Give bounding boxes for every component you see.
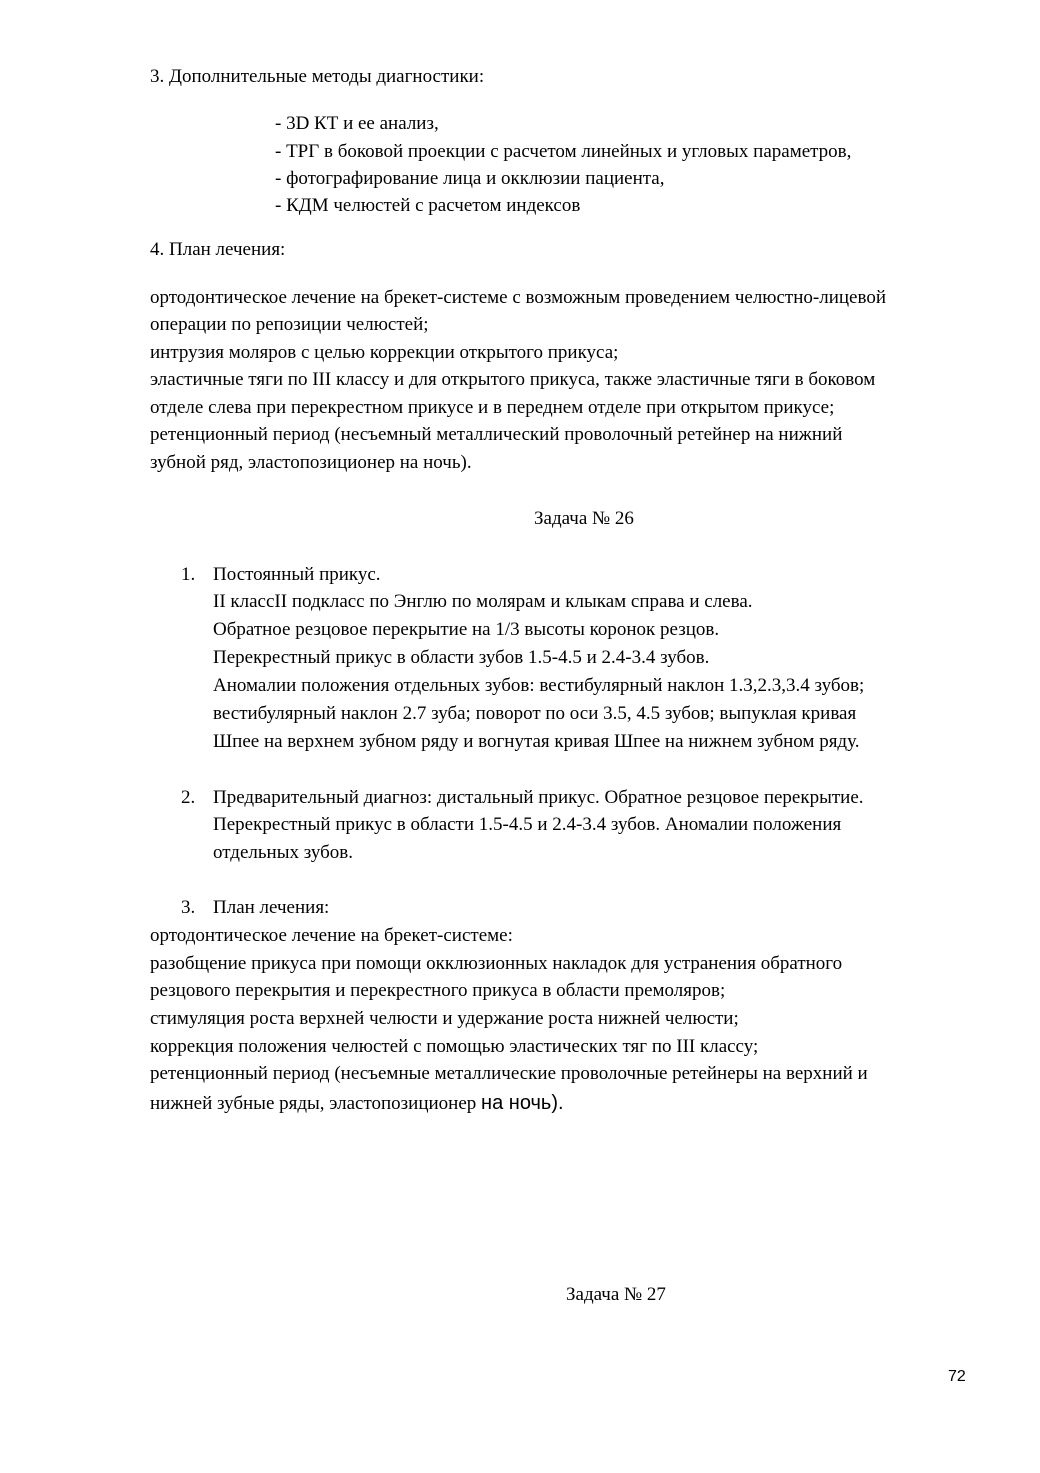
paragraph-line: резцового перекрытия и перекрестного прикуса в области премоляров; — [150, 980, 726, 1001]
page-number: 72 — [948, 1368, 966, 1385]
section-heading: 3. Дополнительные методы диагностики: — [150, 66, 485, 87]
list-number: 2. — [181, 787, 196, 808]
list-item-line: Предварительный диагноз: дистальный прикус. Обратное резцовое перекрытие. — [213, 787, 864, 808]
paragraph-line: ортодонтическое лечение на брекет-системе: — [150, 925, 513, 946]
list-item: - фотографирование лица и окклюзии пациента, — [275, 168, 665, 189]
paragraph-line: ортодонтическое лечение на брекет-системе с возможным проведением челюстно-лицевой — [150, 287, 886, 308]
list-number: 1. — [181, 564, 196, 585]
list-item: - КДМ челюстей с расчетом индексов — [275, 195, 581, 216]
list-item: - 3D КТ и ее анализ, — [275, 113, 439, 134]
paragraph-line: коррекция положения челюстей с помощью эластических тяг по III классу; — [150, 1036, 759, 1057]
list-item-line: Постоянный прикус. — [213, 564, 381, 585]
list-item: - ТРГ в боковой проекции с расчетом линейных и угловых параметров, — [275, 141, 852, 162]
paragraph-line: ретенционный период (несъемный металлический проволочный ретейнер на нижний — [150, 424, 843, 445]
task-title: Задача № 27 — [566, 1284, 666, 1305]
paragraph-line: зубной ряд, эластопозиционер на ночь). — [150, 452, 472, 473]
list-item-line: План лечения: — [213, 897, 330, 918]
paragraph-line: операции по репозиции челюстей; — [150, 314, 429, 335]
paragraph-line: ретенционный период (несъемные металлические проволочные ретейнеры на верхний и — [150, 1063, 868, 1084]
section-heading: 4. План лечения: — [150, 239, 286, 260]
list-item-line: отдельных зубов. — [213, 842, 353, 863]
paragraph-line: эластичные тяги по III классу и для открытого прикуса, также эластичные тяги в боковом — [150, 369, 876, 390]
list-item-line: вестибулярный наклон 2.7 зуба; поворот по оси 3.5, 4.5 зубов; выпуклая кривая — [213, 703, 857, 724]
paragraph-line-start: нижней зубные ряды, эластопозиционер — [150, 1093, 482, 1114]
paragraph-line: стимуляция роста верхней челюсти и удержание роста нижней челюсти; — [150, 1008, 739, 1029]
list-item-line: Перекрестный прикус в области зубов 1.5-4.5 и 2.4-3.4 зубов. — [213, 647, 710, 668]
paragraph-line: интрузия моляров с целью коррекции открытого прикуса; — [150, 342, 619, 363]
task-title: Задача № 26 — [534, 508, 634, 529]
list-item-line: Аномалии положения отдельных зубов: вестибулярный наклон 1.3,2.3,3.4 зубов; — [213, 675, 865, 696]
list-item-line: Обратное резцовое перекрытие на 1/3 высоты коронок резцов. — [213, 619, 720, 640]
paragraph-line: разобщение прикуса при помощи окклюзионных накладок для устранения обратного — [150, 953, 843, 974]
paragraph-line: отделе слева при перекрестном прикусе и в переднем отделе при открытом прикусе; — [150, 397, 835, 418]
list-item-line: Перекрестный прикус в области 1.5-4.5 и 2.4-3.4 зубов. Аномалии положения — [213, 814, 842, 835]
paragraph-line — [150, 1093, 564, 1113]
list-number: 3. — [181, 897, 196, 918]
list-item-line: II классII подкласс по Энглю по молярам и клыкам справа и слева. — [213, 591, 753, 612]
list-item-line: Шпее на верхнем зубном ряду и вогнутая кривая Шпее на нижнем зубном ряду. — [213, 731, 860, 752]
paragraph-line-end: на ночь). — [481, 1092, 564, 1114]
